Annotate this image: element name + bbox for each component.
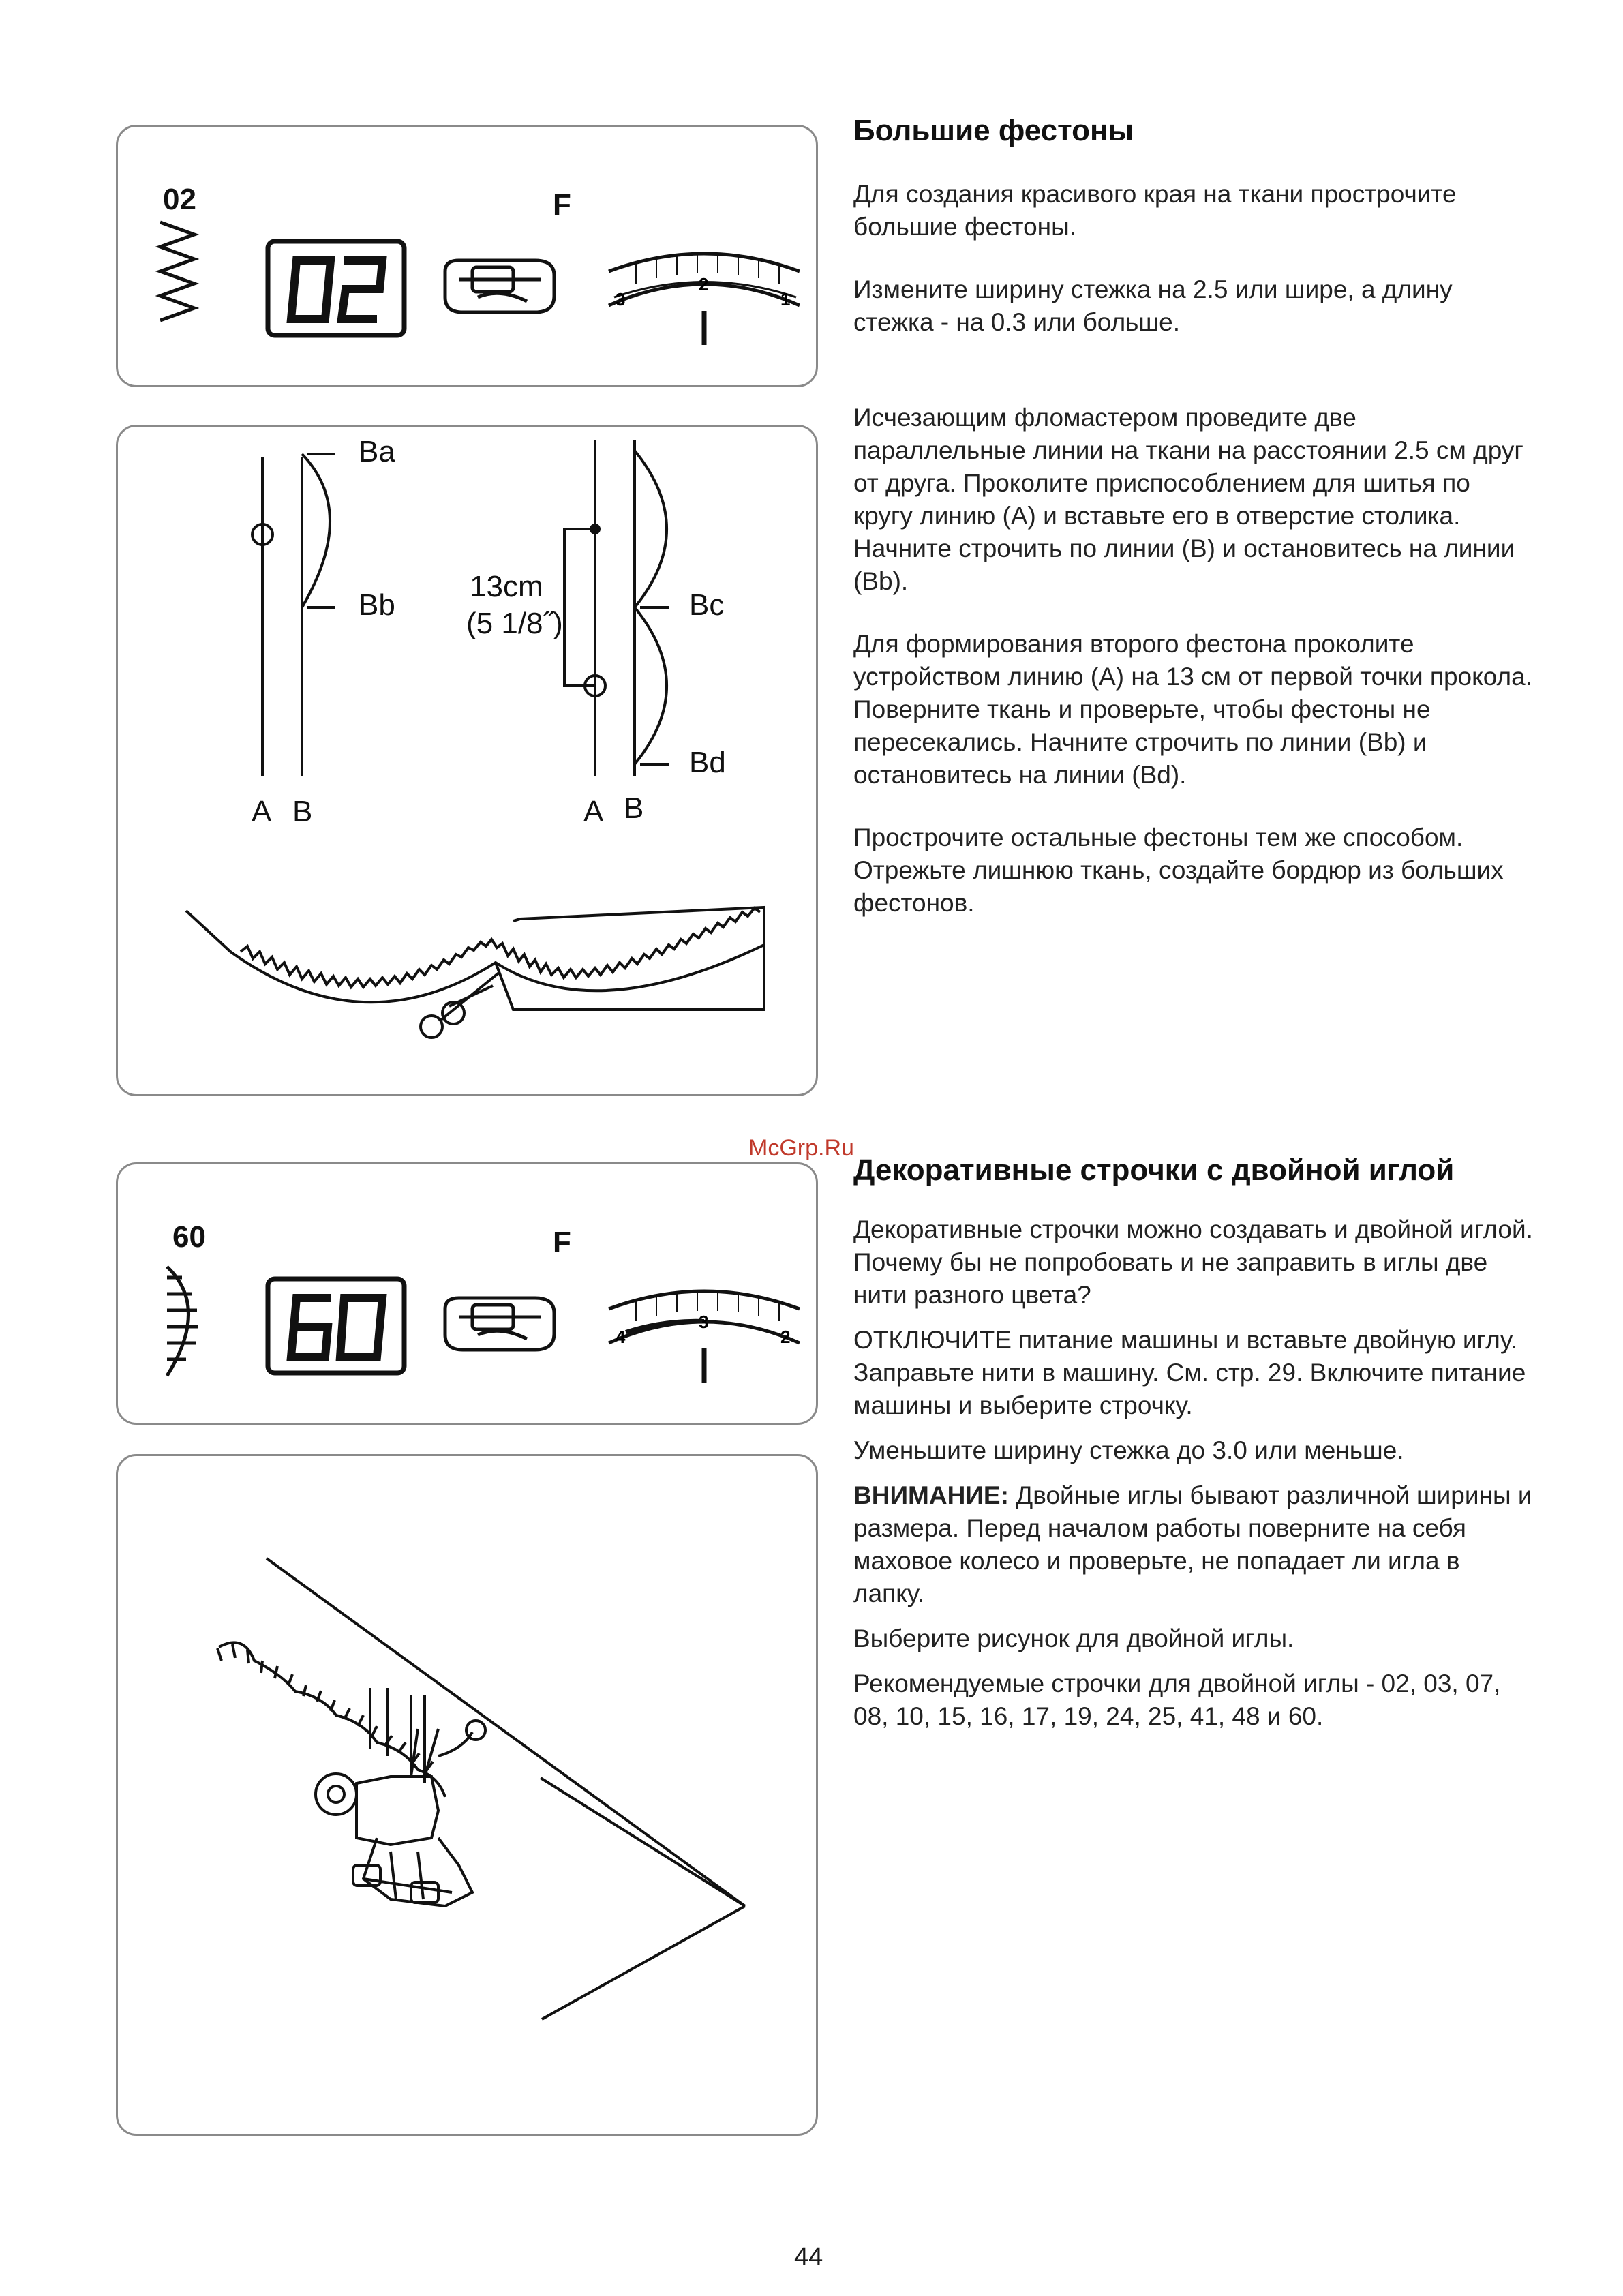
paragraph: Измените ширину стежка на 2.5 или шире, а длину стежка - на 0.3 или больше. [853,275,1453,336]
label-b: B [292,795,313,828]
page-number: 44 [794,2243,823,2271]
paragraph: ОТКЛЮЧИТЕ питание машины и вставьте двойную иглу. Заправьте нити в машину. См. стр. 29. Включите питание машины и выберите строчку. [853,1326,1526,1419]
label-b: B [624,791,644,825]
fabric-outline [186,911,230,952]
paragraph: Прострочите остальные фестоны тем же способом. Отрежьте лишнюю ткань, создайте бордюр из больших фестонов. [853,824,1504,917]
pattern-number: 60 [172,1220,206,1254]
settings-illustration [118,127,820,389]
label-a: A [252,795,272,828]
dial-mark: 3 [616,289,626,309]
label-a: A [583,795,604,828]
distance-cm: 13cm [470,570,543,603]
presser-foot-assembly [316,1688,485,1906]
label-ba: Ba [359,435,395,468]
foot-label: F [553,188,571,222]
watermark: McGrp.Ru [748,1135,854,1161]
twin-needle-panel [116,1454,818,2136]
scallop-guide [635,451,667,607]
settings-panel-02 [116,125,818,387]
paragraph: Для создания красивого края на ткани прострочите большие фестоны. [853,180,1457,241]
warning-paragraph [853,1479,1535,1610]
scallop-guide [635,607,667,764]
pattern-number: 02 [163,183,196,216]
section-title: Большие фестоны [853,114,1134,147]
foot-label: F [553,1226,571,1259]
settings-panel-60 [116,1162,818,1425]
distance-inch: (5 1/8˝) [466,607,563,640]
presser-foot-icon [445,1298,554,1350]
dial-mark: 2 [699,274,709,294]
section-twin-needle [853,1151,1535,1733]
label-bd: Bd [689,746,726,779]
paragraph: Уменьшите ширину стежка до 3.0 или меньше. [853,1436,1404,1464]
fabric-edge [542,1906,745,2019]
distance-bracket [564,529,595,686]
section-title: Декоративные строчки с двойной иглой [853,1153,1455,1187]
stitch-dial-icon [609,1291,800,1383]
dial-mark: 1 [780,289,791,309]
paragraph: Для формирования второго фестона проколите устройством линию (A) на 13 см от первой точки прокола. Поверните ткань и проверьте, чтобы фестоны не пересекались. Начните строчить по линии (Bb) и остановитесь на линии (Bd). [853,630,1532,789]
dial-mark: 4 [616,1327,626,1347]
zigzag-stitch-icon [160,222,194,320]
section-scallops [853,111,1535,920]
scallop-stitch-icon [167,1267,198,1376]
scallop-diagram-panel [116,425,818,1096]
twin-needle-illustration [118,1456,820,2138]
scallop-guide [302,454,330,607]
presser-foot-icon [445,260,554,312]
dial-mark: 2 [780,1327,791,1347]
paragraph: Рекомендуемые строчки для двойной иглы - 02, 03, 07, 08, 10, 15, 16, 17, 19, 24, 25, 41, 48 и 60. [853,1670,1501,1730]
warning-label: ВНИМАНИЕ: [853,1481,1009,1509]
stitch-dial-icon [609,254,800,345]
settings-illustration [118,1164,820,1427]
label-bb: Bb [359,588,395,622]
dial-mark: 3 [699,1312,709,1332]
paragraph: Декоративные строчки можно создавать и двойной иглой. Почему бы не попробовать и не заправить в иглы две нити разного цвета? [853,1215,1533,1309]
paragraph: Выберите рисунок для двойной иглы. [853,1625,1294,1652]
paragraph: Исчезающим фломастером проведите две параллельные линии на ткани на расстоянии 2.5 см друг от друга. Проколите приспособлением для шитья по кругу линию (A) и вставьте его в отверстие столика. Начните строчить по линии (B) и остановитесь на линии (Bb). [853,404,1523,595]
thumb-screw [316,1774,357,1815]
fabric-edge [267,1558,745,1906]
warning-text: Двойные иглы бывают различной ширины и размера. Перед началом работы поверните на себя маховое колесо и проверьте, не попадает ли игла в лапку. [853,1481,1532,1607]
fabric-edge [541,1778,745,1906]
label-bc: Bc [689,588,725,622]
